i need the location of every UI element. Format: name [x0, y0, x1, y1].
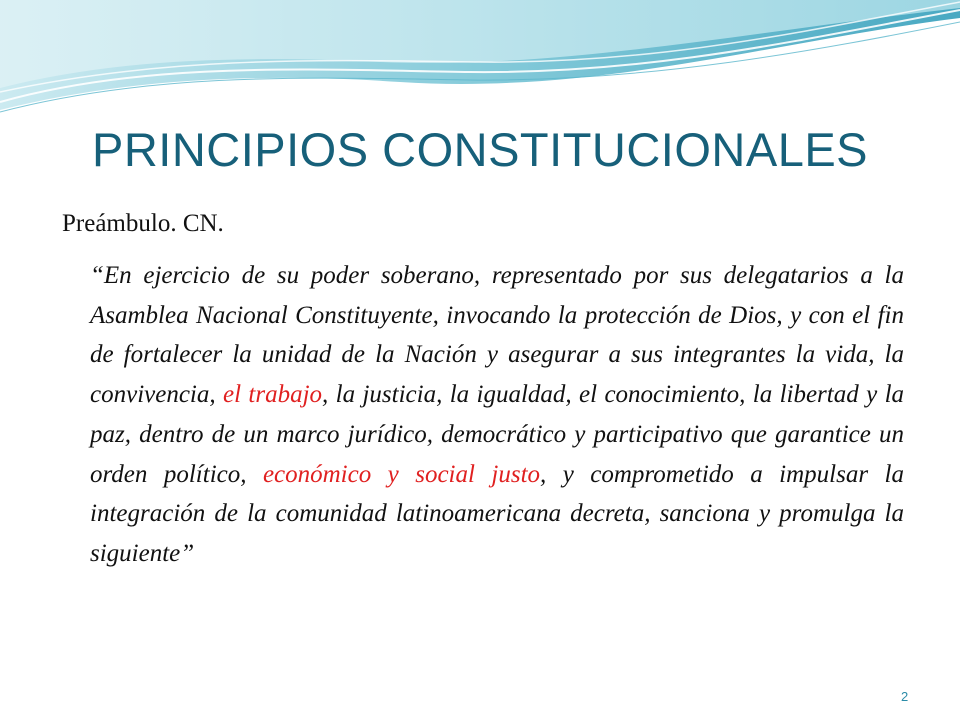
- quote-highlight-economico: económico y social justo: [262, 460, 541, 488]
- slide-subtitle: Preámbulo. CN.: [62, 210, 224, 237]
- preamble-quote: [90, 256, 904, 574]
- quote-text-2: , la justicia, la igualdad, el conocimiento, la libertad y la paz, dentro de un marco jurídico, democrático y participativo que garantice un orden político,: [90, 381, 905, 488]
- quote-text-1: “En ejercicio de su poder soberano, representado por sus delegatarios a la Asamblea Nacional Constituyente, invocando la protección de Dios, y con el fin de fortalecer la unidad de la Nación y asegurar a sus integrantes la vida, la convivencia,: [90, 262, 904, 409]
- quote-highlight-trabajo: el trabajo: [223, 381, 323, 409]
- slide-title: PRINCIPIOS CONSTITUCIONALES: [91, 123, 869, 176]
- header-wave-decoration: [0, 0, 960, 120]
- quote-text-3: , y comprometido a impulsar la integración de la comunidad latinoamericana decreta, sanciona y promulga la siguiente”: [90, 460, 904, 567]
- page-number: 2: [901, 689, 909, 704]
